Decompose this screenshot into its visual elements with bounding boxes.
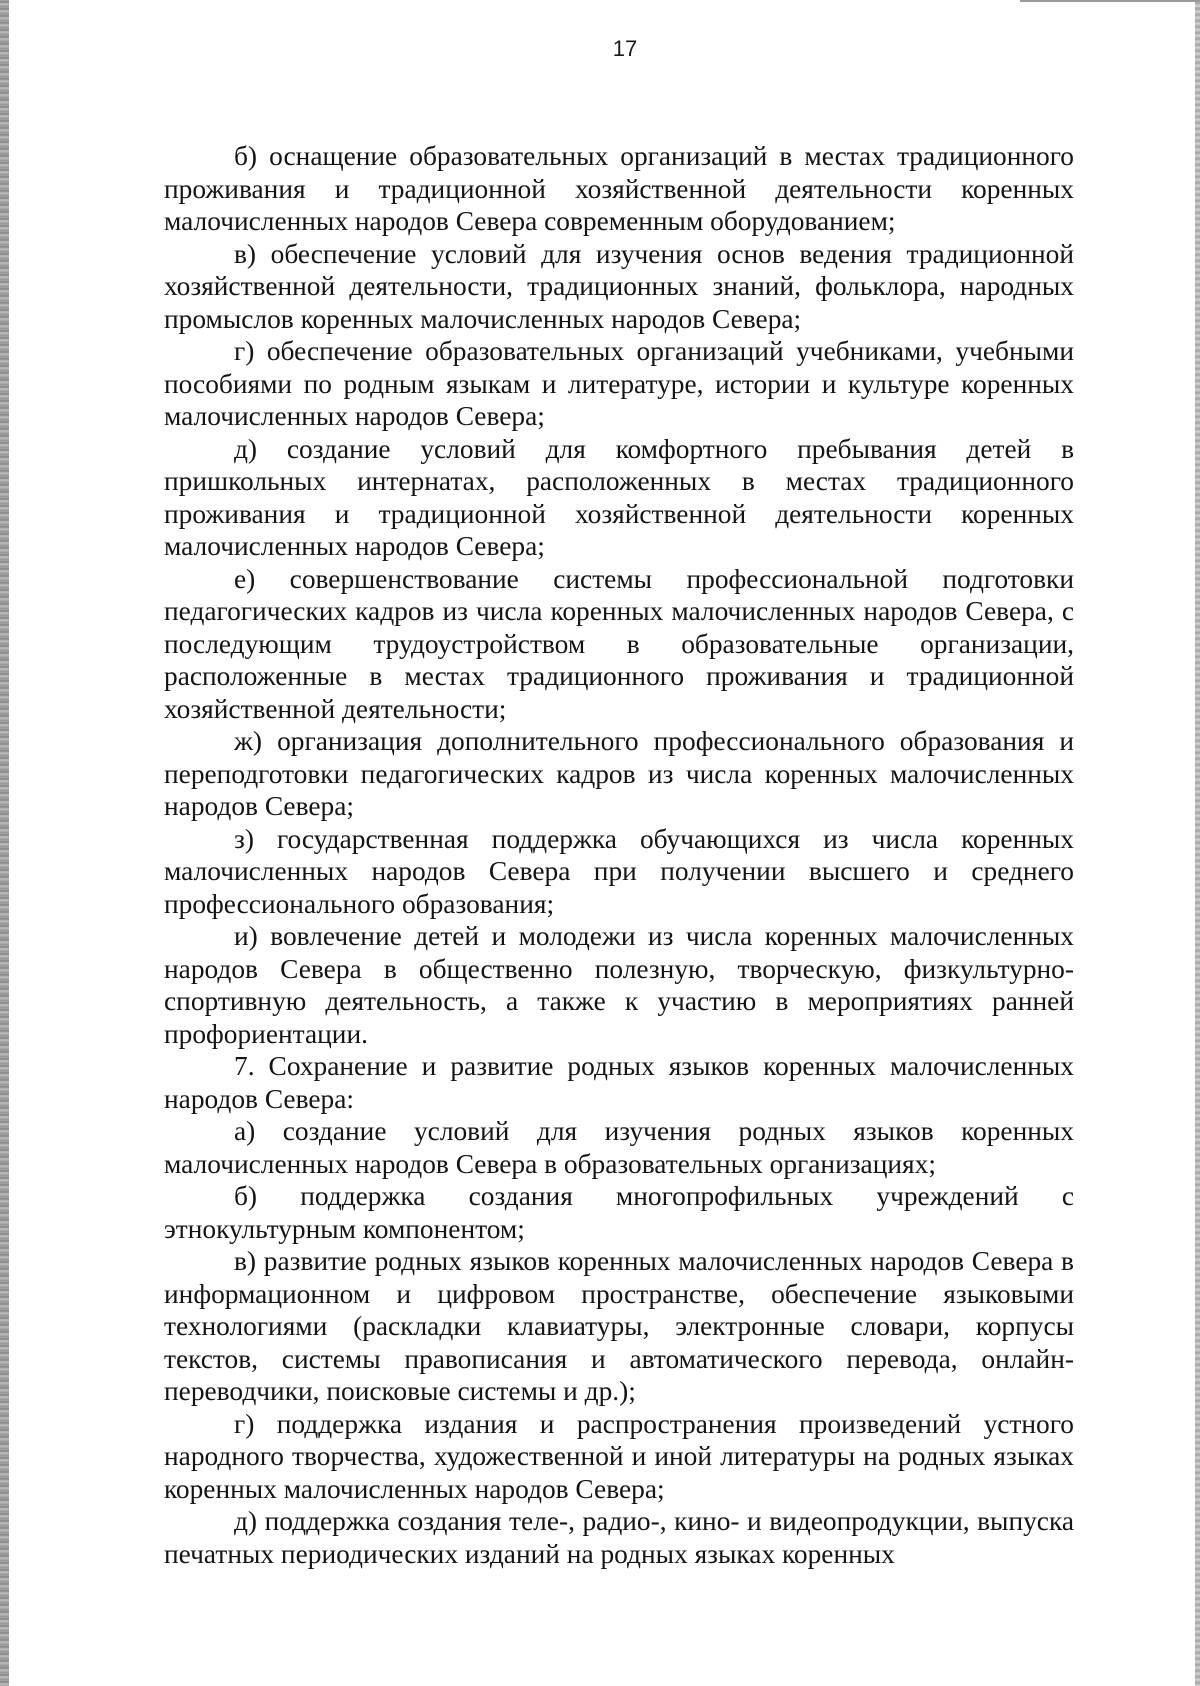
paragraph-item-e-teacher-training: е) совершенствование системы профессиональной подготовки педагогических кадров из числа коренных малочисленных народов Севера, с последующим трудоустройством в образовательные организации, расположенные в местах традиционного проживания и традиционной хозяйственной деятельности; xyxy=(164,563,1074,724)
paragraph-item-i-youth-involvement: и) вовлечение детей и молодежи из числа коренных малочисленных народов Севера в общественно полезную, творческую, физкультурно-спортивную деятельность, а также к участию в мероприятиях ранней профориентации. xyxy=(164,921,1074,1049)
paragraph-item-v-digital-languages: в) развитие родных языков коренных малочисленных народов Севера в информационном и цифровом пространстве, обеспечение языковыми технологиями (раскладки клавиатуры, электронные словари, корпусы текстов, системы правописания и автоматического перевода, онлайн-переводчики, поисковые системы и др.); xyxy=(164,1246,1074,1406)
document-body xyxy=(164,140,1074,1570)
paragraph-item-b-equipment: б) оснащение образовательных организаций в местах традиционного проживания и традиционной хозяйственной деятельности коренных малочисленных народов Севера современным оборудованием; xyxy=(164,141,1074,236)
paragraph-item-b-multiprofile-institutions: б) поддержка создания многопрофильных учреждений с этнокультурным компонентом; xyxy=(164,1181,1074,1244)
section-heading-7-native-languages: 7. Сохранение и развитие родных языков коренных малочисленных народов Севера: xyxy=(164,1051,1074,1114)
scan-edge-top xyxy=(1020,0,1200,2)
paragraph-item-v-traditional-knowledge: в) обеспечение условий для изучения основ ведения традиционной хозяйственной деятельности, традиционных знаний, фольклора, народных промыслов коренных малочисленных народов Севера; xyxy=(164,238,1074,334)
paragraph-item-g-publishing: г) поддержка издания и распространения произведений устного народного творчества, художественной и иной литературы на родных языках коренных малочисленных народов Севера; xyxy=(164,1408,1074,1504)
paragraph-item-d-boarding-schools: д) создание условий для комфортного пребывания детей в пришкольных интернатах, расположенных в местах традиционного проживания и традиционной хозяйственной деятельности коренных малочисленных народов Севера; xyxy=(164,433,1074,561)
paragraph-item-d-media-production: д) поддержка создания теле-, радио-, кино- и видеопродукции, выпуска печатных периодических изданий на родных языках коренных xyxy=(164,1506,1074,1569)
page-number: 17 xyxy=(612,36,638,61)
paragraph-item-a-language-study: а) создание условий для изучения родных языков коренных малочисленных народов Севера в образовательных организациях; xyxy=(164,1116,1074,1179)
paragraph-item-g-textbooks: г) обеспечение образовательных организаций учебниками, учебными пособиями по родным языкам и литературе, истории и культуре коренных малочисленных народов Севера; xyxy=(164,336,1074,431)
scan-edge-left xyxy=(0,0,9,1686)
paragraph-item-zh-additional-education: ж) организация дополнительного профессионального образования и переподготовки педагогических кадров из числа коренных малочисленных народов Севера; xyxy=(164,726,1074,821)
paragraph-item-z-student-support: з) государственная поддержка обучающихся из числа коренных малочисленных народов Севера при получении высшего и среднего профессионального образования; xyxy=(164,823,1074,919)
scan-edge-right xyxy=(1195,0,1200,1686)
